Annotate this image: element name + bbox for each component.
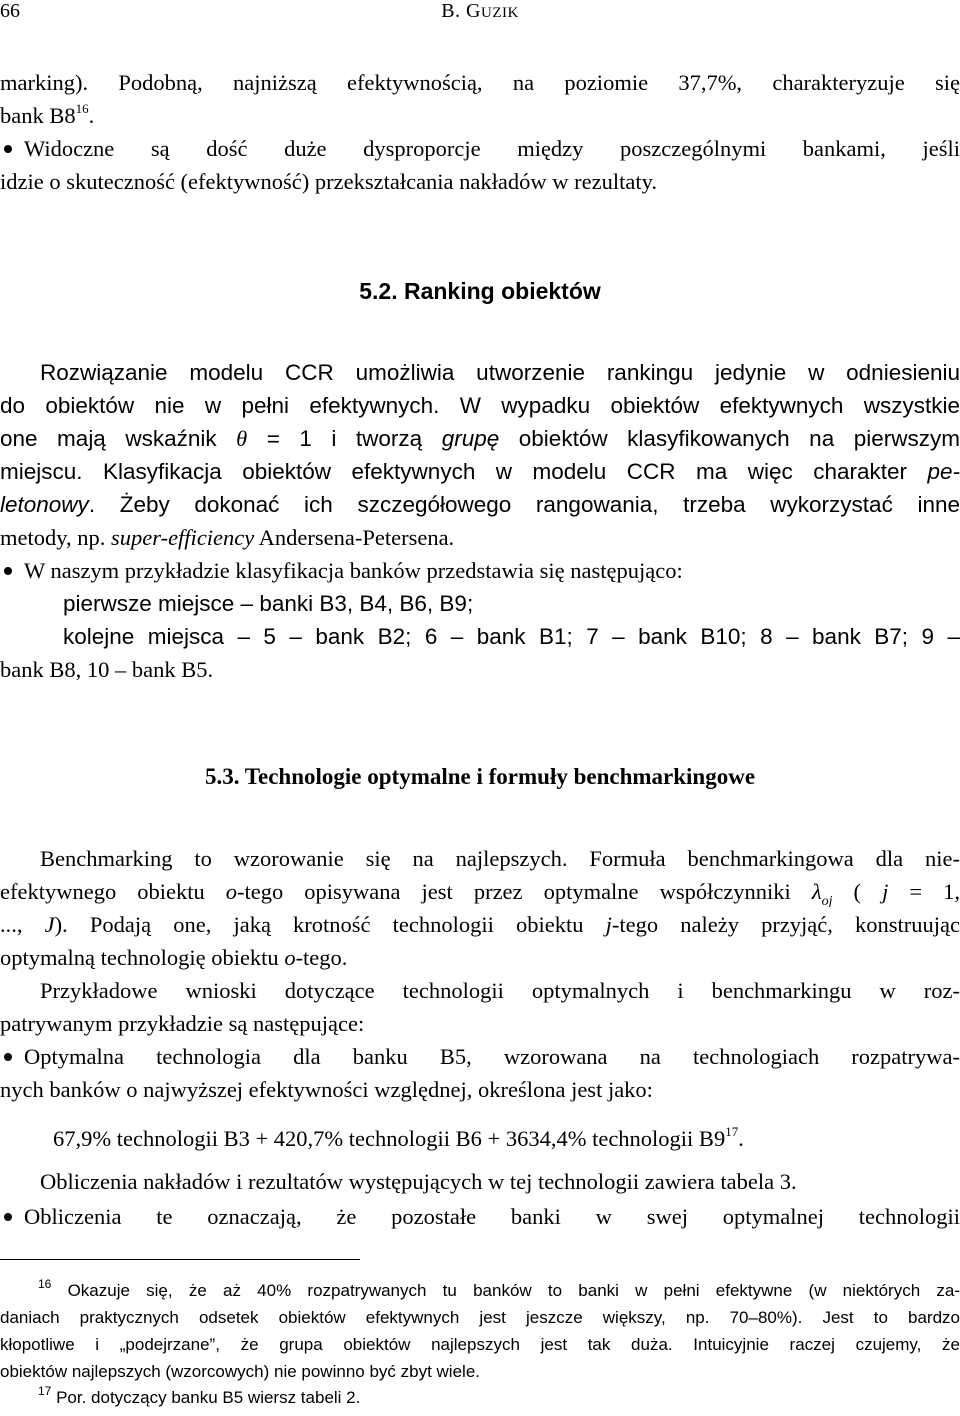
bullet-icon (4, 567, 12, 575)
para-benchmark-2: efektywnego obiektu o-tego opisywana jest przez optymalne współczynniki $\lambda_{oj}$ ( j = 1, (0, 879, 960, 907)
para-benchmark-4: optymalną technologię obiektu o-tego. (0, 945, 348, 970)
bullet-item-4: Obliczenia te oznaczają, że pozostałe banki w swej optymalnej technologii (0, 1202, 960, 1232)
section-heading-5-3: 5.3. Technologie optymalne i formuły benchmarkingowe (204, 764, 756, 789)
para-ranking-6: metody, np. super-efficiency Andersena-Petersena. (0, 525, 455, 550)
bullet-item-1: Widoczne są dość duże dysproporcje między poszczególnymi bankami, jeśli (0, 134, 960, 164)
bullet-icon (4, 145, 12, 153)
footnote-separator (0, 1259, 360, 1260)
ranking-next-places: kolejne miejsca – 5 – bank B2; 6 – bank B1; 7 – bank B10; 8 – bank B7; 9 – (63, 624, 960, 649)
para-benchmark-1: Benchmarking to wzorowanie się na najlepszych. Formuła benchmarkingowa dla nie- (40, 846, 960, 871)
bullet-item-1-cont: idzie o skuteczność (efektywność) przekształcania nakładów w rezultaty. (0, 169, 658, 194)
table-reference: Obliczenia nakładów i rezultatów występujących w tej technologii zawiera tabela 3. (40, 1169, 797, 1194)
footnote-ref-16: 16 (75, 101, 89, 116)
para-benchmark-3: ..., J). Podają one, jaką krotność technologii obiektu j-tego należy przyjąć, konstruując (0, 912, 960, 937)
footnote-16-line-2: daniach praktycznych odsetek obiektów efektywnych jest jeszcze większy, np. 70–80%). Jest to bardzo (0, 1308, 960, 1327)
ranking-first-place: pierwsze miejsce – banki B3, B4, B6, B9; (63, 591, 474, 616)
para-ranking-1: Rozwiązanie modelu CCR umożliwia utworzenie rankingu jedynie w odniesieniu (40, 360, 960, 385)
para-ranking-2: do obiektów nie w pełni efektywnych. W wypadku obiektów efektywnych wszystkie (0, 393, 960, 418)
running-header (0, 0, 960, 24)
benchmark-formula: 67,9% technologii B3 + 420,7% technologii B6 + 3634,4% technologii $B9^{17}$. (53, 1124, 744, 1151)
bullet-icon (4, 1053, 12, 1061)
ranking-next-places-cont: bank B8, 10 – bank B5. (0, 657, 214, 682)
page-number: 66 (0, 0, 20, 22)
bullet-item-3: Optymalna technologia dla banku B5, wzorowana na technologiach rozpatrywa- (0, 1042, 960, 1072)
footnote-16-line-1: $^{16}$ Okazuje się, że aż 40% rozpatrywanych tu banków to banki w pełni efektywne (w niektórych za- (38, 1277, 960, 1300)
bullet-item-2: W naszym przykładzie klasyfikacja banków przedstawia się następująco: (0, 556, 960, 586)
bullet-icon (4, 1213, 12, 1221)
section-heading-5-2: 5.2. Ranking obiektów (359, 278, 601, 304)
para-ranking-3: one mają wskaźnik θ = 1 i tworzą grupę obiektów klasyfikowanych na pierwszym (0, 426, 960, 451)
lambda-symbol: λ (811, 879, 822, 904)
bullet-item-3-cont: nych banków o najwyższej efektywności względnej, określona jest jako: (0, 1077, 653, 1102)
footnote-16-line-4: obiektów najlepszych (wzorcowych) nie powinno być zbyt wiele. (0, 1362, 480, 1381)
para-ranking-5: letonowy. Żeby dokonać ich szczegółowego rangowania, trzeba wykorzystać inne (0, 492, 960, 517)
theta-symbol: θ (236, 426, 248, 451)
para-ranking-4: miejscu. Klasyfikacja obiektów efektywnych w modelu CCR ma więc charakter pe- (0, 459, 960, 484)
intro-line-1: marking). Podobną, najniższą efektywnością, na poziomie 37,7%, charakteryzuje się (0, 70, 960, 95)
footnote-17: $^{17}$ Por. dotyczący banku B5 wiersz tabeli 2. (38, 1384, 361, 1407)
intro-line-2: bank $B8^{16}$. (0, 101, 95, 128)
para-conclusions-1: Przykładowe wnioski dotyczące technologii optymalnych i benchmarkingu w roz- (40, 978, 960, 1003)
footnote-16-line-3: kłopotliwe i „podejrzane”, że grupa obiektów najlepszych jest tak duża. Intuicyjnie raczej czujemy, że (0, 1335, 960, 1354)
footnote-ref-17: 17 (725, 1124, 739, 1139)
para-conclusions-2: patrywanym przykładzie są następujące: (0, 1011, 365, 1036)
running-head-author: B. GUZIK (441, 0, 519, 22)
